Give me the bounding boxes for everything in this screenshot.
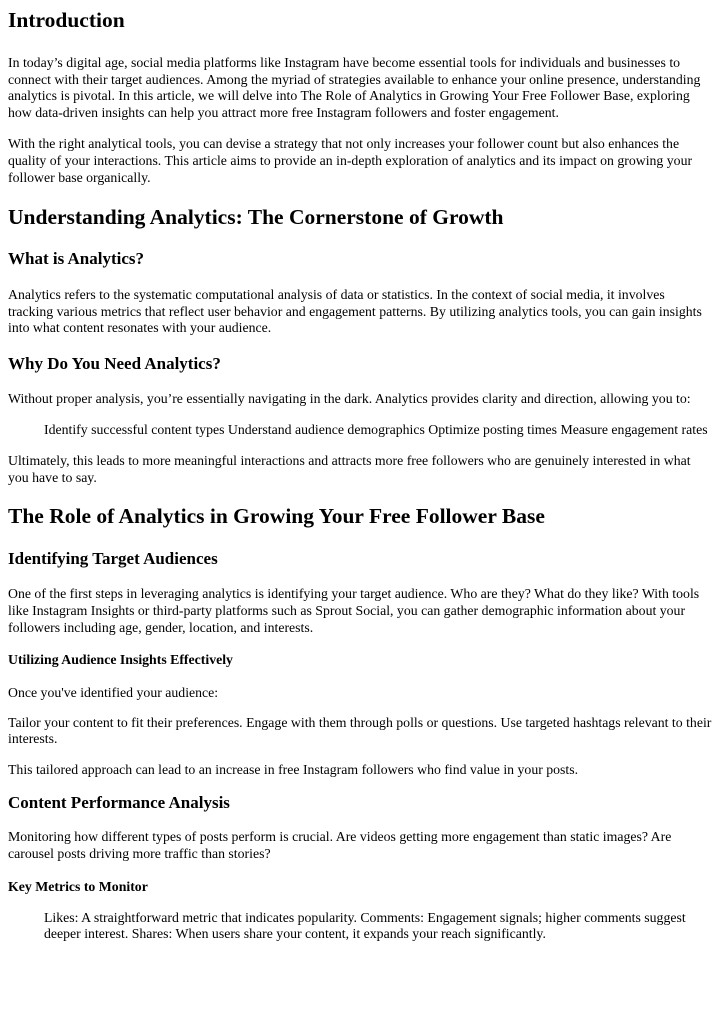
heading-role-of-analytics: The Role of Analytics in Growing Your Free Follower Base xyxy=(8,504,545,529)
heading-utilizing-audience-insights: Utilizing Audience Insights Effectively xyxy=(8,652,233,668)
heading-why-need-analytics: Why Do You Need Analytics? xyxy=(8,353,221,373)
heading-content-performance-analysis: Content Performance Analysis xyxy=(8,793,230,813)
paragraph-tailored-approach: This tailored approach can lead to an increase in free Instagram followers who find value in your posts. xyxy=(8,761,579,777)
paragraph-tailor-content: Tailor your content to fit their preferences. Engage with them through polls or questions. Use targeted hashtags relevant to their interests. xyxy=(8,714,712,747)
paragraph-intro-1: In today’s digital age, social media platforms like Instagram have become essential tools for individuals and businesses to connect with their target audiences. Among the myriad of strategies available to enhance your online presence, understanding analytics is pivotal. In this article, we will delve into The Role of Analytics in Growing Your Free Follower Base, exploring how data-driven insights can help you attract more free Instagram followers and foster engagement. xyxy=(8,55,701,120)
paragraph-intro-2: With the right analytical tools, you can devise a strategy that not only increases your follower count but also enhances the quality of your interactions. This article aims to provide an in-depth exploration of analytics and its impact on growing your follower base organically. xyxy=(8,136,693,185)
heading-what-is-analytics: What is Analytics? xyxy=(8,249,145,269)
paragraph-why-need-analytics: Without proper analysis, you’re essentially navigating in the dark. Analytics provides clarity and direction, allowing you to: xyxy=(8,390,691,406)
quote-analytics-benefits: Identify successful content types Understand audience demographics Optimize posting times Measure engagement rates xyxy=(44,421,708,437)
paragraph-content-performance: Monitoring how different types of posts perform is crucial. Are videos getting more engagement than static images? Are carousel posts driving more traffic than stories? xyxy=(8,829,672,862)
paragraph-ultimately: Ultimately, this leads to more meaningful interactions and attracts more free followers who are genuinely interested in what you have to say. xyxy=(8,453,691,485)
paragraph-what-is-analytics: Analytics refers to the systematic computational analysis of data or statistics. In the context of social media, it involves tracking various metrics that reflect user behavior and engagement patterns. By utilizing analytics tools, you can gain insights into what content resonates with your audience. xyxy=(8,287,702,336)
heading-understanding-analytics: Understanding Analytics: The Cornerstone of Growth xyxy=(8,205,504,230)
paragraph-once-identified: Once you've identified your audience: xyxy=(8,685,219,701)
heading-introduction: Introduction xyxy=(8,8,125,32)
quote-key-metrics: Likes: A straightforward metric that indicates popularity. Comments: Engagement signals; higher comments suggest deeper interest. Shares: When users share your content, it expands your reach significantly. xyxy=(44,909,686,942)
heading-identifying-target-audiences: Identifying Target Audiences xyxy=(8,549,218,569)
paragraph-identifying-target-audiences: One of the first steps in leveraging analytics is identifying your target audience. Who are they? What do they like? With tools like Instagram Insights or third-party platforms such as Sprout Social, you can gather demographic information about your followers including age, gender, location, and interests. xyxy=(8,586,700,635)
article xyxy=(0,7,720,943)
heading-key-metrics: Key Metrics to Monitor xyxy=(8,878,148,894)
